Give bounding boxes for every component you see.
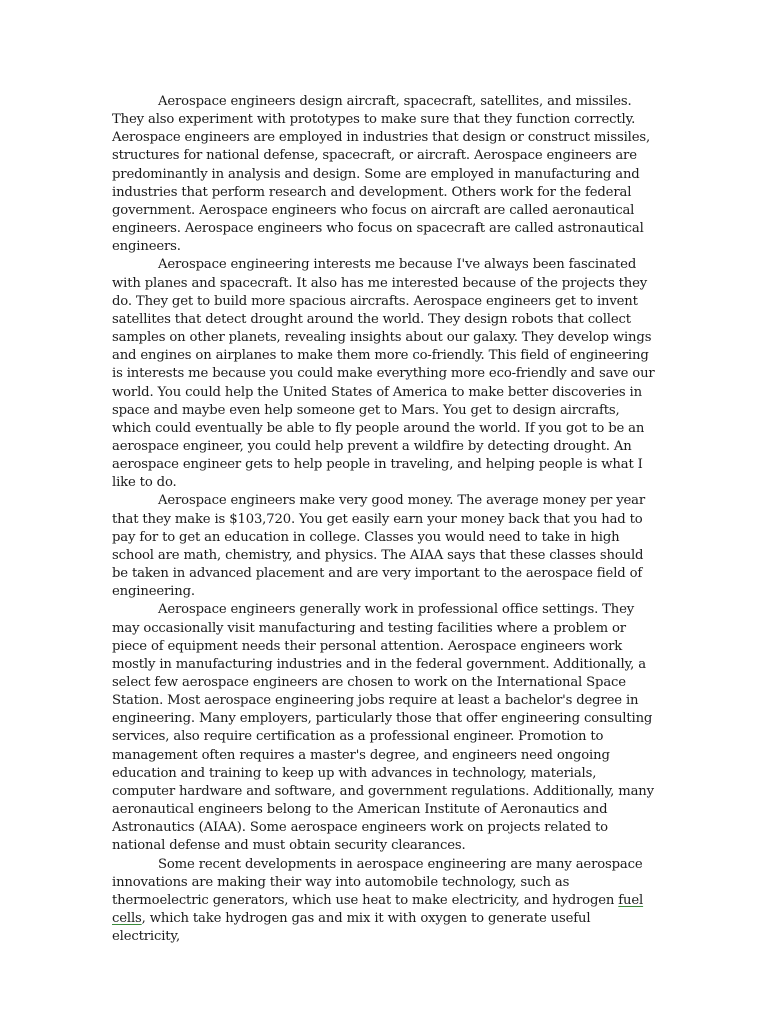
document-body — [112, 93, 657, 946]
paragraph-5-text-end: , which take hydrogen gas and mix it with oxygen to generate useful electricity, — [112, 911, 591, 945]
paragraph-1: Aerospace engineers design aircraft, spacecraft, satellites, and missiles. They also experiment with prototypes to make sure that they function correctly. Aerospace engineers are employed in industries that design or construct missiles, structures for national defense, spacecraft, or aircraft. Aerospace engineers are predominantly in analysis and design. Some are employed in manufacturing and industries that perform research and development. Others work for the federal government. Aerospace engineers who focus on aircraft are called aeronautical engineers. Aerospace engineers who focus on spacecraft are called astronautical engineers. — [112, 94, 651, 255]
paragraph-2: Aerospace engineering interests me because I've always been fascinated with planes and spacecraft. It also has me interested because of the projects they do. They get to build more spacious aircrafts. Aerospace engineers get to invent satellites that detect drought around the world. They design robots that collect samples on other planets, revealing insights about our galaxy. They develop wings and engines on airplanes to make them more co-friendly. This field of engineering is interests me because you could make everything more eco-friendly and save our world. You could help the United States of America to make better discoveries in space and maybe even help someone get to Mars. You get to design aircrafts, which could eventually be able to fly people around the world. If you got to be an aerospace engineer, you could help prevent a wildfire by detecting drought. An aerospace engineer gets to help people in traveling, and helping people is what I like to do. — [112, 257, 655, 491]
paragraph-3: Aerospace engineers make very good money. The average money per year that they make is $103,720. You get easily earn your money back that you had to pay for to get an education in college. Classes you would need to take in high school are math, chemistry, and physics. The AIAA says that these classes should be taken in advanced placement and are very important to the aerospace field of engineering. — [112, 493, 646, 600]
paragraph-4: Aerospace engineers generally work in professional office settings. They may occasionally visit manufacturing and testing facilities where a problem or piece of equipment needs their personal attention. Aerospace engineers work mostly in manufacturing industries and in the federal government. Additionally, a select few aerospace engineers are chosen to work on the International Space Station. Most aerospace engineering jobs require at least a bachelor's degree in engineering. Many employers, particularly those that offer engineering consulting services, also require certification as a professional engineer. Promotion to management often requires a master's degree, and engineers need ongoing education and training to keep up with advances in technology, materials, computer hardware and software, and government regulations. Additionally, many aeronautical engineers belong to the American Institute of Aeronautics and Astronautics (AIAA). Some aerospace engineers work on projects related to national defense and must obtain security clearances. — [112, 602, 654, 854]
paragraph-5 — [112, 856, 657, 947]
fuel-cells-link[interactable]: fuel cells — [112, 892, 644, 927]
paragraph-5-text-start: Some recent developments in aerospace engineering are many aerospace innovations are making their way into automobile technology, such as thermoelectric generators, which use heat to make electricity, and hydrogen — [112, 856, 643, 908]
